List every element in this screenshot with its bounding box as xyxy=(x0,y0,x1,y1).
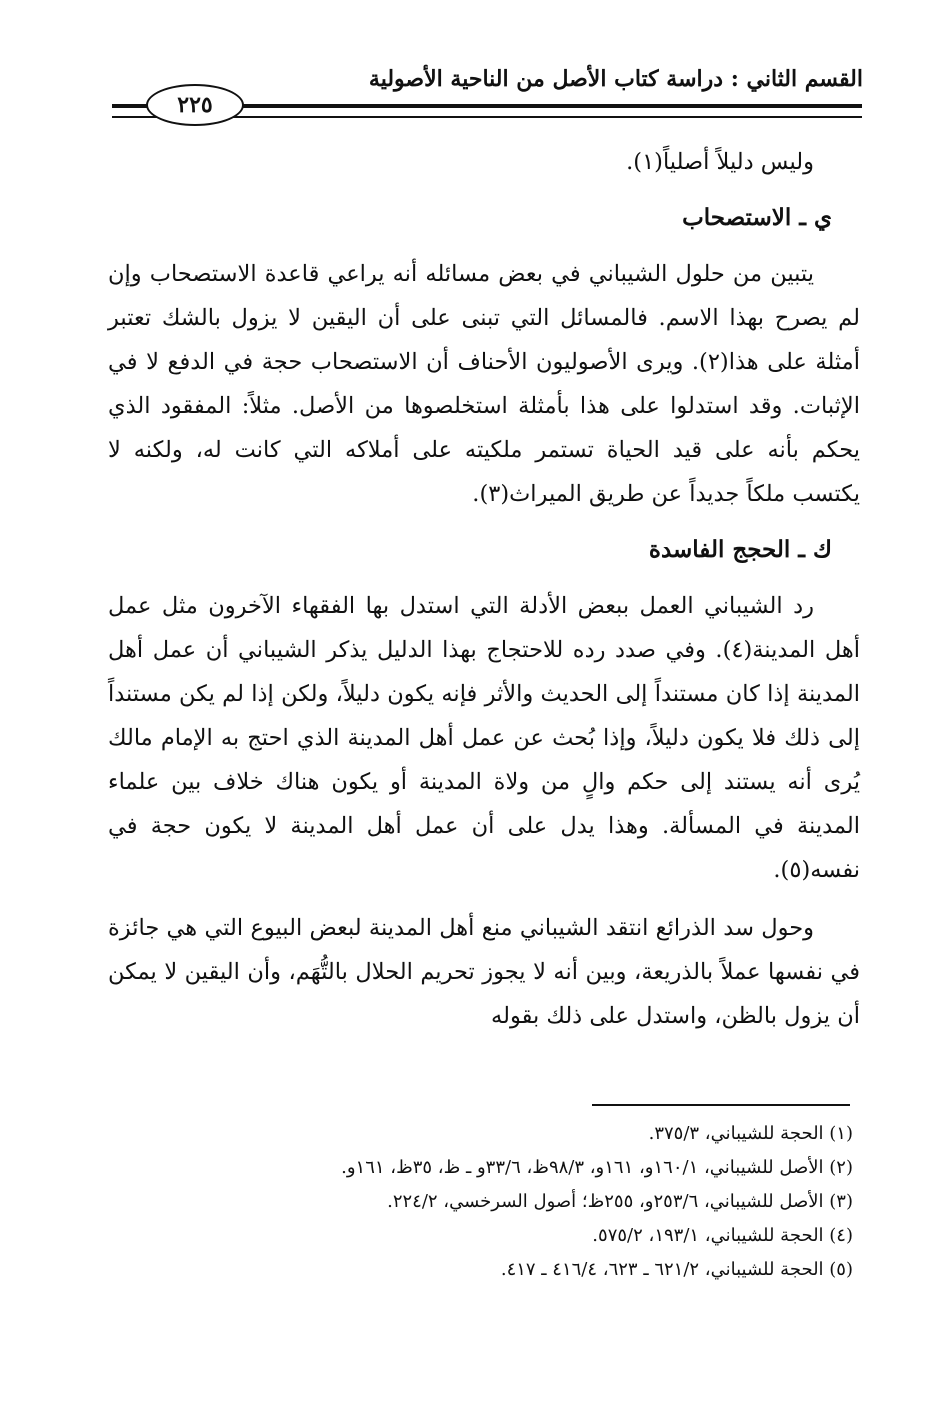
main-text xyxy=(108,140,860,1038)
section-heading-istishab: ي ـ الاستصحاب xyxy=(682,204,832,231)
intro-line: وليس دليلاً أصلياً(١). xyxy=(626,149,814,175)
page-number: ٢٢٥ xyxy=(146,84,244,126)
paragraph-dharai: وحول سد الذرائع انتقد الشيباني منع أهل المدينة لبعض البيوع التي هي جائزة في نفسها عملاً بالذريعة، وبين أنه لا يجوز تحريم الحلال بالتُّهَم، وأن اليقين لا يمكن أن يزول بالظن، واستدل على ذلك بقوله xyxy=(108,915,860,1029)
spacer xyxy=(108,516,860,528)
spacer xyxy=(108,572,860,584)
paragraph-hujaj: رد الشيباني العمل ببعض الأدلة التي استدل بها الفقهاء الآخرون مثل عمل أهل المدينة(٤). وفي صدد رده للاحتجاج بهذا الدليل يذكر الشيباني أن عمل أهل المدينة إذا كان مستنداً إلى الحديث والأثر فإنه يكون دليلاً، ولكن إذا لم يكن مستنداً إلى ذلك فلا يكون دليلاً، وإذا بُحث عن عمل أهل المدينة الذي احتج به الإمام مالك يُرى أنه يستند إلى حكم والٍ من ولاة المدينة أو يكون هناك خلاف بين علماء المدينة في المسألة. وهذا يدل على أن عمل أهل المدينة لا يكون حجة في نفسه(٥). xyxy=(108,593,860,883)
footnote-1: (١) الحجة للشيباني، ٣٧٥/٣. xyxy=(648,1123,853,1144)
footnote-2: (٢) الأصل للشيباني، ١٦٠/١و، ١٦١و، ٩٨/٣ظ، ٣٣/٦و ـ ظ، ٣٥ظ، ١٦١و. xyxy=(341,1157,853,1178)
footnote-separator xyxy=(592,1104,850,1106)
paragraph-istishab: يتبين من حلول الشيباني في بعض مسائله أنه يراعي قاعدة الاستصحاب وإن لم يصرح بهذا الاسم. فالمسائل التي تبنى على أن اليقين لا يزول بالشك تعتبر أمثلة على هذا(٢). ويرى الأصوليون الأحناف أن الاستصحاب حجة في الدفع لا في الإثبات. وقد استدلوا على هذا بأمثلة استخلصوها من الأصل. مثلاً: المفقود الذي يحكم بأنه على قيد الحياة تستمر ملكيته على أملاكه التي كانت له، ولكنه لا يكتسب ملكاً جديداً عن طريق الميراث(٣). xyxy=(108,261,860,507)
spacer xyxy=(108,240,860,252)
footnotes xyxy=(133,1117,853,1287)
spacer xyxy=(108,184,860,196)
footnote-5: (٥) الحجة للشيباني، ٦٢١/٢ ـ ٦٢٣، ٤١٦/٤ ـ ٤١٧. xyxy=(500,1259,853,1280)
running-header-title: القسم الثاني : دراسة كتاب الأصل من الناحية الأصولية xyxy=(368,66,863,92)
section-heading-hujaj: ك ـ الحجج الفاسدة xyxy=(648,536,832,563)
spacer xyxy=(108,892,860,906)
footnote-3: (٣) الأصل للشيباني، ٢٥٣/٦و، ٢٥٥ظ؛ أصول السرخسي، ٢٢٤/٢. xyxy=(387,1191,853,1212)
footnote-4: (٤) الحجة للشيباني، ١٩٣/١، ٥٧٥/٢. xyxy=(592,1225,853,1246)
